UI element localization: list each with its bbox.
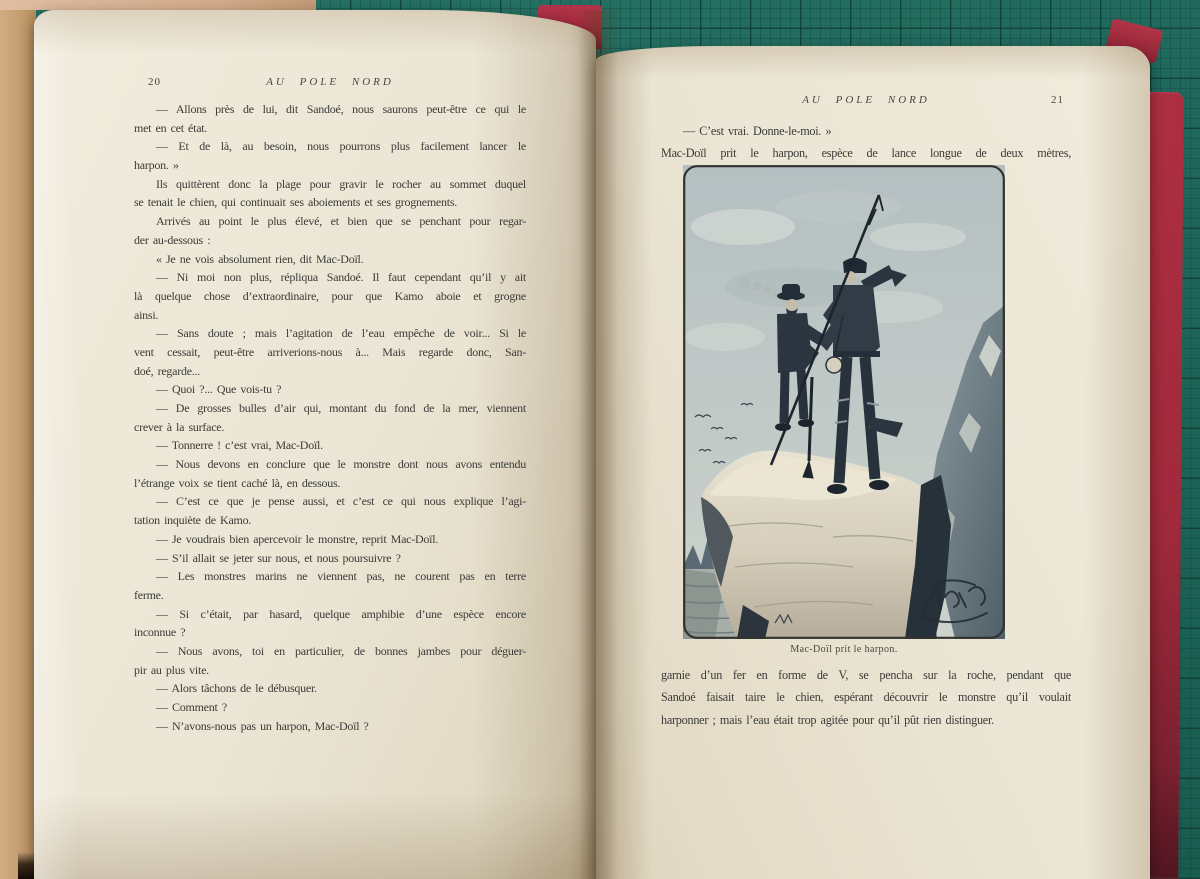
text-line: l’étrange voix se tient caché là, en dessous. xyxy=(134,475,341,490)
text-line: se tenait le chien, qui continuait ses aboiements et ses grognements. xyxy=(134,195,457,210)
text-line: — Tonnerre ! c’est vrai, Mac-Doïl. xyxy=(156,438,323,453)
text-line: ferme. xyxy=(134,587,164,602)
body-text-right-bottom xyxy=(661,664,1071,731)
text-line: — Et de là, au besoin, nous pourrons plus facilement lancer le xyxy=(156,139,526,154)
text-line: — C’est ce que je pense aussi, et c’est ce qui nous explique l’agi- xyxy=(156,494,526,509)
text-line: — Si c’était, par hasard, quelque amphibie d’une espèce encore xyxy=(156,606,526,621)
text-line: — Alors tâchons de le débusquer. xyxy=(156,681,317,696)
text-line: Arrivés au point le plus élevé, et bien que se penchant pour regar- xyxy=(156,214,526,229)
text-line: — Les monstres marins ne viennent pas, ne courent pas en terre xyxy=(156,569,526,584)
running-title-left: AU POLE NORD xyxy=(266,76,394,88)
text-line: crever à la surface. xyxy=(134,419,225,434)
text-line: — Nous devons en conclure que le monstre dont nous avons entendu xyxy=(156,457,526,472)
text-line: — S’il allait se jeter sur nous, et nous poursuivre ? xyxy=(156,550,401,565)
text-line: — De grosses bulles d’air qui, montant du fond de la mer, viennent xyxy=(156,401,526,415)
text-line: — C’est vrai. Donne-le-moi. » xyxy=(683,124,832,138)
page-number-right: 21 xyxy=(1051,94,1064,106)
text-line: — Ni moi non plus, répliqua Sandoé. Il faut cependant qu’il y ait xyxy=(156,270,526,285)
text-line: — Nous avons, toi en particulier, de bonnes jambes pour déguer- xyxy=(156,643,526,658)
page-number-left: 20 xyxy=(148,76,161,88)
engraving-illustration xyxy=(683,165,1005,639)
text-line: tation inquiète de Kamo. xyxy=(134,513,252,528)
engraving-plate xyxy=(683,165,1005,639)
text-line: Mac-Doïl prit le harpon, espèce de lance longue de deux mètres, xyxy=(661,146,1071,160)
text-line: là quelque chose d’extraordinaire, pour que Kamo aboie et grogne xyxy=(134,288,526,303)
text-line: « Je ne vois absolument rien, dit Mac-Doïl. xyxy=(156,251,364,266)
left-page xyxy=(34,10,596,879)
book-gutter-shadow xyxy=(578,10,618,879)
wooden-table-top-edge xyxy=(0,0,316,10)
illustration-caption: Mac-Doïl prit le harpon. xyxy=(790,644,898,655)
body-text-left xyxy=(134,100,526,735)
text-line: harpon. » xyxy=(134,158,179,173)
text-line: met en cet état. xyxy=(134,120,208,135)
text-line: ainsi. xyxy=(134,307,159,322)
body-text-right-top xyxy=(661,120,1071,164)
text-line: harponner ; mais l’eau était trop agitée pour qu’il pût rien distinguer. xyxy=(661,712,994,727)
running-title-right: AU POLE NORD xyxy=(802,94,930,106)
text-line: — Je voudrais bien apercevoir le monstre, reprit Mac-Doïl. xyxy=(156,531,439,546)
text-line: Ils quittèrent donc la plage pour gravir le rocher au sommet duquel xyxy=(156,176,526,191)
text-line: — Sans doute ; mais l’agitation de l’eau empêche de voir... Si le xyxy=(156,326,526,341)
text-line: — Quoi ?... Que vois-tu ? xyxy=(156,382,282,397)
text-line: vent cessait, peut-être arriverions-nous à... Mais regarde donc, San- xyxy=(134,344,526,359)
text-line: — Comment ? xyxy=(156,700,227,714)
text-line: pir au plus vite. xyxy=(134,662,209,677)
right-page xyxy=(596,46,1150,879)
text-line: inconnue ? xyxy=(134,625,186,640)
text-line: — Allons près de lui, dit Sandoé, nous saurons peut-être ce qui le xyxy=(156,102,526,116)
text-line: — N’avons-nous pas un harpon, Mac-Doïl ? xyxy=(156,718,369,733)
text-line: doé, regarde... xyxy=(134,363,201,378)
text-line: Sandoé faisait taire le chien, espérant découvrir le monstre qu’il voulait xyxy=(661,690,1071,705)
text-line: garnie d’un fer en forme de V, se pencha sur la roche, pendant que xyxy=(661,668,1071,682)
text-line: der au-dessous : xyxy=(134,232,211,247)
wooden-table-edge xyxy=(0,0,36,879)
